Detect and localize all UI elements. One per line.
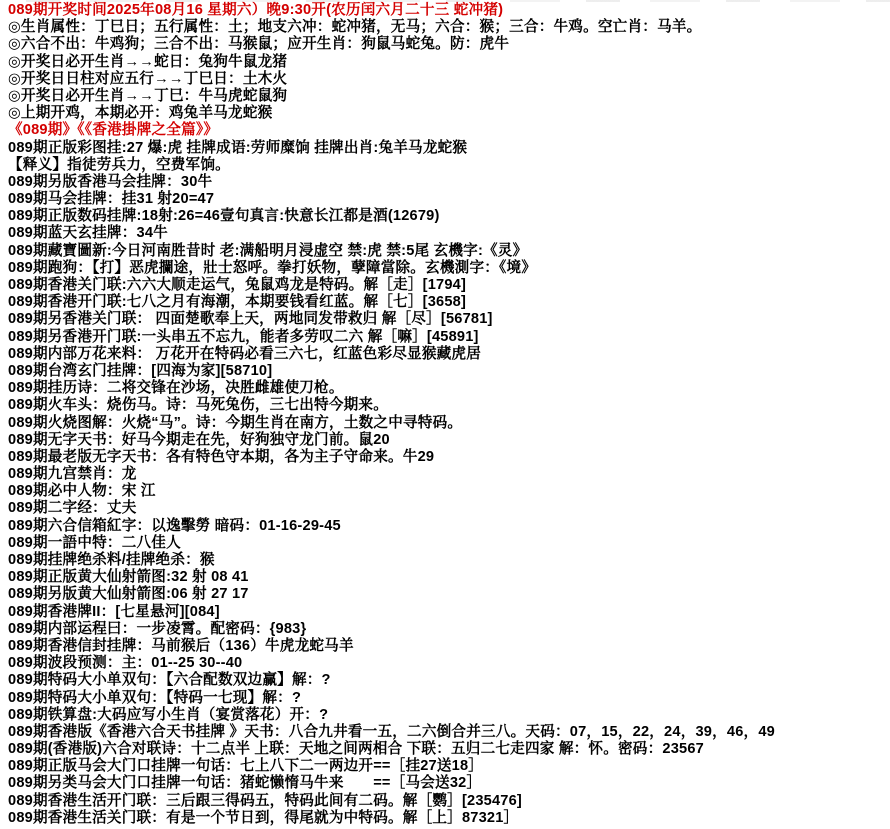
text-line: 089期香港生活关门联：有是一个节日到，得尾就为中特码。解［上］87321］ xyxy=(8,809,519,826)
text-line: 089期无字天书：好马今期走在先，好狗独守龙门前。鼠20 xyxy=(8,431,390,448)
text-line: 089期最老版无字天书：各有特色守本期，各为主子守命来。牛29 xyxy=(8,448,435,465)
text-line: 089期(香港版)六合对联诗：十二点半 上联：天地之间两相合 下联：五归二七走四家 解：怀。密码：23567 xyxy=(8,741,704,758)
text-line: 089期香港开门联:七八之月有海潮，本期要钱看红蓝。解［七］[3658] xyxy=(8,294,467,311)
text-line: 089期香港关门联:六六大顺走运气，兔鼠鸡龙是特码。解［走］[1794] xyxy=(8,277,467,293)
text-line: 089期另类马会大门口挂牌一句话：猪蛇懒惰马牛来 ==［马会送32］ xyxy=(8,775,482,792)
header-draw-time-line: 089期开奖时间2025年08月16 星期六）晚9:30开(农历闰六月二十三 蛇冲猪) xyxy=(8,2,504,18)
text-line: 089期波段预测：主：01--25 30--40 xyxy=(8,655,243,672)
text-line: 089期特码大小单双句：【六合配数双边赢】解：? xyxy=(8,672,331,689)
text-line: ◎开奖日必开生肖→→蛇日：兔狗牛鼠龙猪 xyxy=(8,53,288,70)
text-line: 089期马会挂牌：挂31 射20=47 xyxy=(8,191,215,208)
text-line: 089期另版黄大仙射箭图:06 射 27 17 xyxy=(8,586,249,603)
text-line: 089期跑狗：【打】恶虎攔途，壯士怒呼。拳打妖物，孽障當除。玄機測字：《境》 xyxy=(8,259,537,276)
text-line: 089期火烧图解：火烧“马”。诗：今期生肖在南方，土数之中寻特码。 xyxy=(8,414,463,431)
text-line: 089期正版黄大仙射箭图:32 射 08 41 xyxy=(8,569,249,586)
text-line: 089期香港信封挂牌：马前猴后（136）牛虎龙蛇马羊 xyxy=(8,637,354,654)
text-line: 089期台湾玄门挂牌：[四海为家][58710] xyxy=(8,362,273,379)
text-line: 089期挂牌绝杀料/挂牌绝杀：猴 xyxy=(8,552,215,568)
text-line: ◎开奖日日柱对应五行→→丁巳日：土木火 xyxy=(8,70,288,87)
text-line: ◎上期开鸡，本期必开：鸡兔羊马龙蛇猴 xyxy=(8,105,273,122)
text-line: 089期蓝天玄挂牌：34牛 xyxy=(8,225,168,242)
text-line: 089期挂历诗：二将交锋在沙场，决胜雌雄使刀枪。 xyxy=(8,380,344,397)
text-line: 【释义】指徒劳兵力，空费军饷。 xyxy=(8,156,230,173)
text-line: 089期香港生活开门联：三后跟三得码五，特码此间有二码。解［鹦］[235476] xyxy=(8,792,522,809)
text-line: 089期正版数码挂牌:18射:26=46壹句真言:快意长江都是酒(12679) xyxy=(8,208,440,225)
text-line: 089期正版马会大门口挂牌一句话：七上八下二一两边开==［挂27送18］ xyxy=(8,758,484,775)
text-line: 089期二字经：丈夫 xyxy=(8,500,137,517)
text-line: 089期香港牌II：[七星悬河][084] xyxy=(8,603,220,620)
text-line: 089期六合信箱紅字：以逸擊勞 暗码：01-16-29-45 xyxy=(8,517,341,534)
text-line: 089期另香港关门联： 四面楚歌奉上天，两地同发带救归 解［尽］[56781] xyxy=(8,311,493,328)
text-line: 089期必中人物：宋 江 xyxy=(8,483,156,500)
text-line: 089期藏寶圖新:今日河南胜昔时 老:满船明月浸虚空 禁:虎 禁:5尾 玄機字:《灵》 xyxy=(8,242,528,259)
top-crop-artifact xyxy=(0,0,890,2)
text-line: 089期正版彩图挂:27 爆:虎 挂牌成语:劳师糜饷 挂牌出肖:兔羊马龙蛇猴 xyxy=(8,139,468,156)
text-line: 089期一語中特：二八佳人 xyxy=(8,534,181,551)
text-line: 089期香港版《香港六合天书挂牌 》天书：八合九井看一五，二六倒合并三八。天码：07，15，22，24，39，46，49 xyxy=(8,723,775,740)
text-line: ◎生肖属性：丁巳日；五行属性：土；地支六冲：蛇冲猪，无马；六合：猴；三合：牛鸡。空亡肖：马羊。 xyxy=(8,19,702,36)
text-line: ◎开奖日必开生肖→→丁巳：牛马虎蛇鼠狗 xyxy=(8,87,288,104)
section-title-line: 《089期》《《香港掛牌之全篇》》 xyxy=(8,122,219,139)
text-line: 089期铁算盘:大码应写小生肖（宴赏落花）开：? xyxy=(8,706,329,723)
text-line: 089期特码大小单双句：【特码一七现】解：? xyxy=(8,689,302,706)
text-line: 089期九宫禁肖：龙 xyxy=(8,466,137,483)
text-line: 089期内部万花来料： 万花开在特码必看三六七，红蓝色彩尽显猴藏虎居 xyxy=(8,345,482,362)
text-line: 089期另香港开门联:一头串五不忘九，能者多劳叹二六 解［嘛］[45891] xyxy=(8,328,479,345)
text-line: ◎六合不出：牛鸡狗；三合不出：马猴鼠；应开生肖：狗鼠马蛇兔。防：虎牛 xyxy=(8,36,510,53)
text-line: 089期火车头：烧伤马。诗：马死兔伤，三七出特今期来。 xyxy=(8,397,389,414)
text-line: 089期内部运程曰：一步凌霄。配密码：{983} xyxy=(8,620,307,637)
text-line: 089期另版香港马会挂牌：30牛 xyxy=(8,173,213,190)
